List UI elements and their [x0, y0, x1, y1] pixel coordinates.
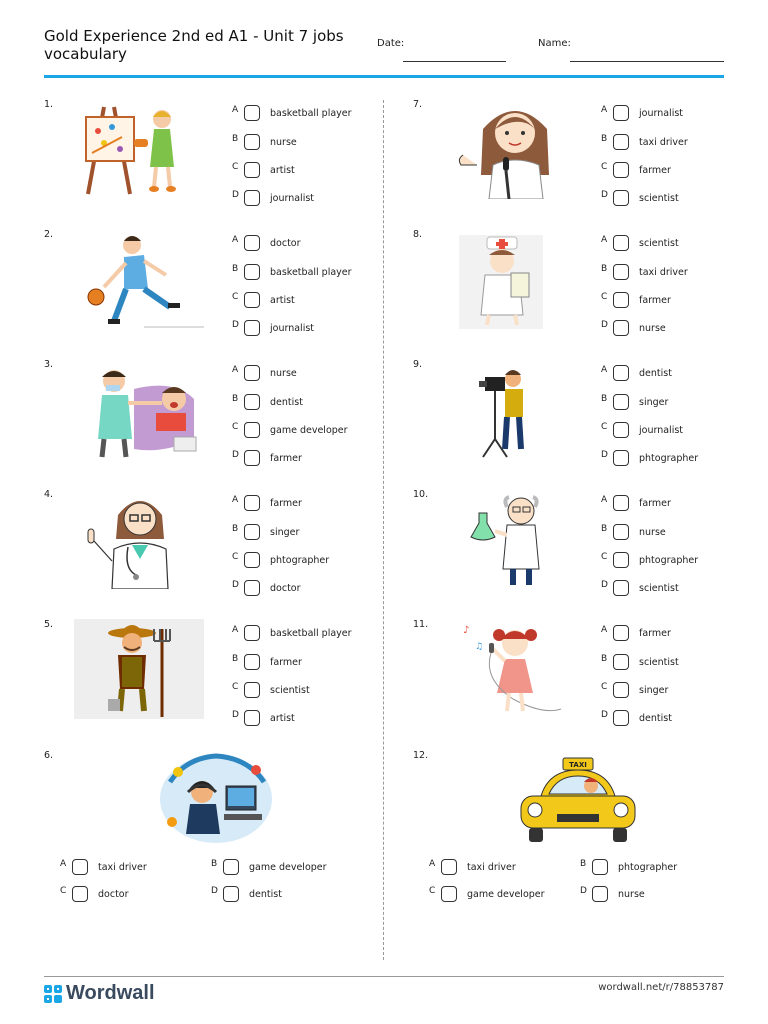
option-letter: A: [601, 105, 608, 115]
doctor-with-stethoscope-picture: [74, 489, 204, 589]
option-d[interactable]: [211, 885, 282, 903]
answer-checkbox[interactable]: [244, 552, 260, 568]
option-text: dentist: [249, 888, 282, 900]
option-a[interactable]: [601, 234, 679, 252]
answer-checkbox[interactable]: [244, 320, 260, 336]
option-letter: B: [232, 394, 239, 404]
option-text: scientist: [270, 684, 310, 696]
answer-checkbox[interactable]: [244, 292, 260, 308]
option-letter: C: [429, 886, 436, 896]
question-5: [44, 619, 374, 744]
wordwall-logo[interactable]: [44, 982, 155, 1005]
answer-checkbox[interactable]: [244, 580, 260, 596]
option-letter: D: [601, 320, 608, 330]
answer-checkbox[interactable]: [244, 524, 260, 540]
question-number: 1.: [44, 99, 54, 110]
option-text: nurse: [270, 136, 297, 148]
answer-checkbox[interactable]: [613, 190, 629, 206]
answer-checkbox[interactable]: [613, 365, 629, 381]
option-letter: D: [601, 450, 608, 460]
answer-checkbox[interactable]: [244, 682, 260, 698]
option-a[interactable]: [60, 858, 147, 876]
option-text: dentist: [639, 712, 672, 724]
option-letter: A: [601, 365, 608, 375]
option-letter: C: [232, 682, 239, 692]
date-label: Date:: [377, 38, 405, 49]
option-c[interactable]: [601, 551, 698, 569]
question-number: 4.: [44, 489, 54, 500]
option-b[interactable]: [601, 393, 668, 411]
wordwall-logo-text: Wordwall: [66, 982, 155, 1004]
option-text: game developer: [467, 888, 545, 900]
artist-painting-at-easel-picture: [74, 99, 204, 199]
answer-checkbox[interactable]: [72, 886, 88, 902]
question-number: 7.: [413, 99, 423, 110]
option-d[interactable]: [232, 709, 295, 727]
answer-checkbox[interactable]: [244, 422, 260, 438]
option-text: farmer: [639, 497, 671, 509]
option-c[interactable]: [232, 161, 295, 179]
answer-checkbox[interactable]: [441, 886, 457, 902]
option-text: journalist: [639, 107, 684, 119]
option-b[interactable]: [601, 133, 688, 151]
option-letter: B: [232, 134, 239, 144]
answer-checkbox[interactable]: [244, 394, 260, 410]
answer-checkbox[interactable]: [613, 320, 629, 336]
option-text: phtographer: [639, 452, 699, 464]
answer-checkbox[interactable]: [613, 235, 629, 251]
option-text: farmer: [639, 294, 671, 306]
answer-checkbox[interactable]: [613, 422, 629, 438]
option-text: basketball player: [270, 266, 352, 278]
option-text: journalist: [270, 192, 315, 204]
option-c[interactable]: [60, 885, 129, 903]
option-letter: A: [601, 235, 608, 245]
photographer-with-camera-picture: [443, 359, 573, 459]
option-b[interactable]: [232, 653, 302, 671]
option-d[interactable]: [601, 449, 698, 467]
option-letter: B: [601, 654, 608, 664]
question-number: 2.: [44, 229, 54, 240]
wordwall-logo-icon: [44, 985, 62, 1003]
answer-checkbox[interactable]: [613, 450, 629, 466]
scientist-with-flask-picture: [443, 489, 573, 589]
answer-checkbox[interactable]: [613, 495, 629, 511]
worksheet-title: Gold Experience 2nd ed A1 - Unit 7 jobs vocabulary: [44, 27, 344, 63]
answer-checkbox[interactable]: [244, 162, 260, 178]
option-letter: B: [601, 264, 608, 274]
basketball-player-dribbling-picture: [74, 229, 204, 329]
question-number: 10.: [413, 489, 429, 500]
option-text: farmer: [270, 452, 302, 464]
option-d[interactable]: [601, 579, 679, 597]
question-6: [44, 750, 374, 910]
option-text: doctor: [270, 582, 301, 594]
taxi-driver-in-yellow-cab-picture: [513, 756, 643, 848]
option-a[interactable]: [601, 494, 671, 512]
option-text: singer: [639, 684, 669, 696]
option-a[interactable]: [232, 494, 302, 512]
option-letter: D: [232, 580, 239, 590]
answer-checkbox[interactable]: [613, 105, 629, 121]
option-letter: A: [60, 859, 67, 869]
question-7: [413, 99, 743, 224]
option-d[interactable]: [601, 709, 672, 727]
option-text: scientist: [639, 582, 679, 594]
header-rule: [44, 75, 724, 78]
option-text: nurse: [270, 367, 297, 379]
answer-checkbox[interactable]: [244, 710, 260, 726]
option-letter: A: [232, 235, 239, 245]
option-a[interactable]: [232, 234, 301, 252]
option-text: farmer: [639, 164, 671, 176]
option-letter: D: [601, 580, 608, 590]
answer-checkbox[interactable]: [244, 190, 260, 206]
option-d[interactable]: [232, 579, 301, 597]
name-field-line[interactable]: [570, 61, 724, 62]
farmer-with-pitchfork-picture: [74, 619, 204, 719]
option-text: taxi driver: [639, 136, 688, 148]
column-divider: [383, 100, 384, 960]
answer-checkbox[interactable]: [244, 264, 260, 280]
option-a[interactable]: [601, 104, 683, 122]
option-letter: B: [580, 859, 587, 869]
answer-checkbox[interactable]: [613, 162, 629, 178]
option-c[interactable]: [429, 885, 545, 903]
option-letter: D: [601, 190, 608, 200]
option-letter: C: [232, 552, 239, 562]
option-letter: C: [601, 682, 608, 692]
option-letter: C: [601, 292, 608, 302]
option-text: phtographer: [270, 554, 330, 566]
option-b[interactable]: [232, 263, 352, 281]
answer-checkbox[interactable]: [613, 134, 629, 150]
option-text: phtographer: [618, 861, 678, 873]
question-number: 9.: [413, 359, 423, 370]
option-letter: C: [232, 422, 239, 432]
option-b[interactable]: [601, 653, 679, 671]
option-letter: B: [601, 134, 608, 144]
option-a[interactable]: [601, 624, 671, 642]
question-12: [413, 750, 743, 910]
game-developer-at-computer-picture: [156, 752, 276, 846]
option-letter: A: [601, 495, 608, 505]
question-4: [44, 489, 374, 614]
option-text: dentist: [270, 396, 303, 408]
question-number: 6.: [44, 750, 54, 761]
dentist-with-patient-picture: [74, 359, 204, 459]
answer-checkbox[interactable]: [244, 235, 260, 251]
option-text: artist: [270, 294, 295, 306]
option-c[interactable]: [601, 681, 668, 699]
answer-checkbox[interactable]: [592, 886, 608, 902]
option-letter: C: [232, 292, 239, 302]
option-b[interactable]: [232, 393, 303, 411]
option-c[interactable]: [232, 551, 329, 569]
answer-checkbox[interactable]: [613, 625, 629, 641]
question-2: [44, 229, 374, 354]
svg-text:♪: ♪: [463, 625, 470, 636]
question-3: [44, 359, 374, 484]
option-text: scientist: [639, 656, 679, 668]
option-text: singer: [270, 526, 300, 538]
question-number: 12.: [413, 750, 429, 761]
name-label: Name:: [538, 38, 571, 49]
option-letter: D: [232, 710, 239, 720]
option-a[interactable]: [429, 858, 516, 876]
option-letter: A: [232, 495, 239, 505]
option-a[interactable]: [601, 364, 672, 382]
option-letter: B: [601, 394, 608, 404]
answer-checkbox[interactable]: [244, 105, 260, 121]
option-b[interactable]: [580, 858, 677, 876]
option-letter: B: [211, 859, 218, 869]
answer-checkbox[interactable]: [244, 654, 260, 670]
answer-checkbox[interactable]: [244, 450, 260, 466]
question-number: 3.: [44, 359, 54, 370]
girl-singing-picture: [443, 619, 573, 719]
option-letter: D: [211, 886, 218, 896]
question-9: [413, 359, 743, 484]
option-a[interactable]: [232, 624, 352, 642]
activity-url[interactable]: wordwall.net/r/78853787: [598, 982, 724, 993]
option-text: journalist: [270, 322, 315, 334]
option-d[interactable]: [232, 189, 314, 207]
option-text: dentist: [639, 367, 672, 379]
option-letter: C: [232, 162, 239, 172]
answer-checkbox[interactable]: [613, 292, 629, 308]
option-letter: A: [601, 625, 608, 635]
option-text: taxi driver: [98, 861, 147, 873]
answer-checkbox[interactable]: [613, 710, 629, 726]
answer-checkbox[interactable]: [613, 654, 629, 670]
question-number: 5.: [44, 619, 54, 630]
option-text: singer: [639, 396, 669, 408]
answer-checkbox[interactable]: [613, 552, 629, 568]
option-text: artist: [270, 712, 295, 724]
option-c[interactable]: [232, 681, 310, 699]
question-number: 11.: [413, 619, 429, 630]
option-text: farmer: [270, 497, 302, 509]
answer-checkbox[interactable]: [613, 524, 629, 540]
option-text: scientist: [639, 237, 679, 249]
option-letter: B: [232, 264, 239, 274]
answer-checkbox[interactable]: [244, 625, 260, 641]
option-d[interactable]: [601, 189, 679, 207]
option-d[interactable]: [232, 449, 302, 467]
option-text: basketball player: [270, 627, 352, 639]
answer-checkbox[interactable]: [613, 394, 629, 410]
answer-checkbox[interactable]: [244, 495, 260, 511]
option-d[interactable]: [580, 885, 645, 903]
option-text: scientist: [639, 192, 679, 204]
journalist-with-microphone-picture: [443, 99, 573, 199]
answer-checkbox[interactable]: [244, 134, 260, 150]
option-text: doctor: [270, 237, 301, 249]
footer-rule: [44, 976, 724, 977]
option-letter: D: [232, 320, 239, 330]
option-letter: A: [232, 105, 239, 115]
option-letter: A: [232, 625, 239, 635]
option-b[interactable]: [601, 263, 688, 281]
option-letter: D: [232, 450, 239, 460]
option-letter: B: [601, 524, 608, 534]
option-text: nurse: [639, 526, 666, 538]
answer-checkbox[interactable]: [613, 264, 629, 280]
option-letter: A: [232, 365, 239, 375]
date-field-line[interactable]: [403, 61, 506, 62]
option-letter: D: [601, 710, 608, 720]
question-number: 8.: [413, 229, 423, 240]
question-1: [44, 99, 374, 224]
option-b[interactable]: [232, 523, 299, 541]
option-letter: C: [60, 886, 67, 896]
option-text: phtographer: [639, 554, 699, 566]
nurse-with-clipboard-picture: [443, 229, 573, 329]
option-c[interactable]: [601, 291, 671, 309]
option-text: taxi driver: [467, 861, 516, 873]
option-d[interactable]: [232, 319, 314, 337]
option-a[interactable]: [232, 364, 297, 382]
option-d[interactable]: [601, 319, 666, 337]
option-letter: A: [429, 859, 436, 869]
option-a[interactable]: [232, 104, 352, 122]
option-letter: B: [232, 654, 239, 664]
answer-checkbox[interactable]: [613, 580, 629, 596]
answer-checkbox[interactable]: [613, 682, 629, 698]
option-text: game developer: [270, 424, 348, 436]
option-text: doctor: [98, 888, 129, 900]
option-letter: C: [601, 422, 608, 432]
option-text: farmer: [639, 627, 671, 639]
svg-text:♫: ♫: [475, 642, 484, 652]
option-c[interactable]: [232, 421, 348, 439]
option-letter: C: [601, 552, 608, 562]
question-11: [413, 619, 743, 744]
option-c[interactable]: [601, 161, 671, 179]
option-text: farmer: [270, 656, 302, 668]
option-letter: C: [601, 162, 608, 172]
option-text: nurse: [639, 322, 666, 334]
option-letter: D: [232, 190, 239, 200]
option-b[interactable]: [232, 133, 297, 151]
option-text: taxi driver: [639, 266, 688, 278]
question-8: [413, 229, 743, 354]
taxi-sign-text: TAXI: [569, 761, 587, 769]
option-letter: D: [580, 886, 587, 896]
option-c[interactable]: [232, 291, 295, 309]
option-b[interactable]: [211, 858, 327, 876]
option-letter: B: [232, 524, 239, 534]
answer-checkbox[interactable]: [72, 859, 88, 875]
option-text: artist: [270, 164, 295, 176]
option-text: journalist: [639, 424, 684, 436]
answer-checkbox[interactable]: [244, 365, 260, 381]
option-b[interactable]: [601, 523, 666, 541]
answer-checkbox[interactable]: [223, 859, 239, 875]
option-c[interactable]: [601, 421, 683, 439]
answer-checkbox[interactable]: [223, 886, 239, 902]
question-10: [413, 489, 743, 614]
option-text: nurse: [618, 888, 645, 900]
option-text: game developer: [249, 861, 327, 873]
answer-checkbox[interactable]: [592, 859, 608, 875]
option-text: basketball player: [270, 107, 352, 119]
answer-checkbox[interactable]: [441, 859, 457, 875]
